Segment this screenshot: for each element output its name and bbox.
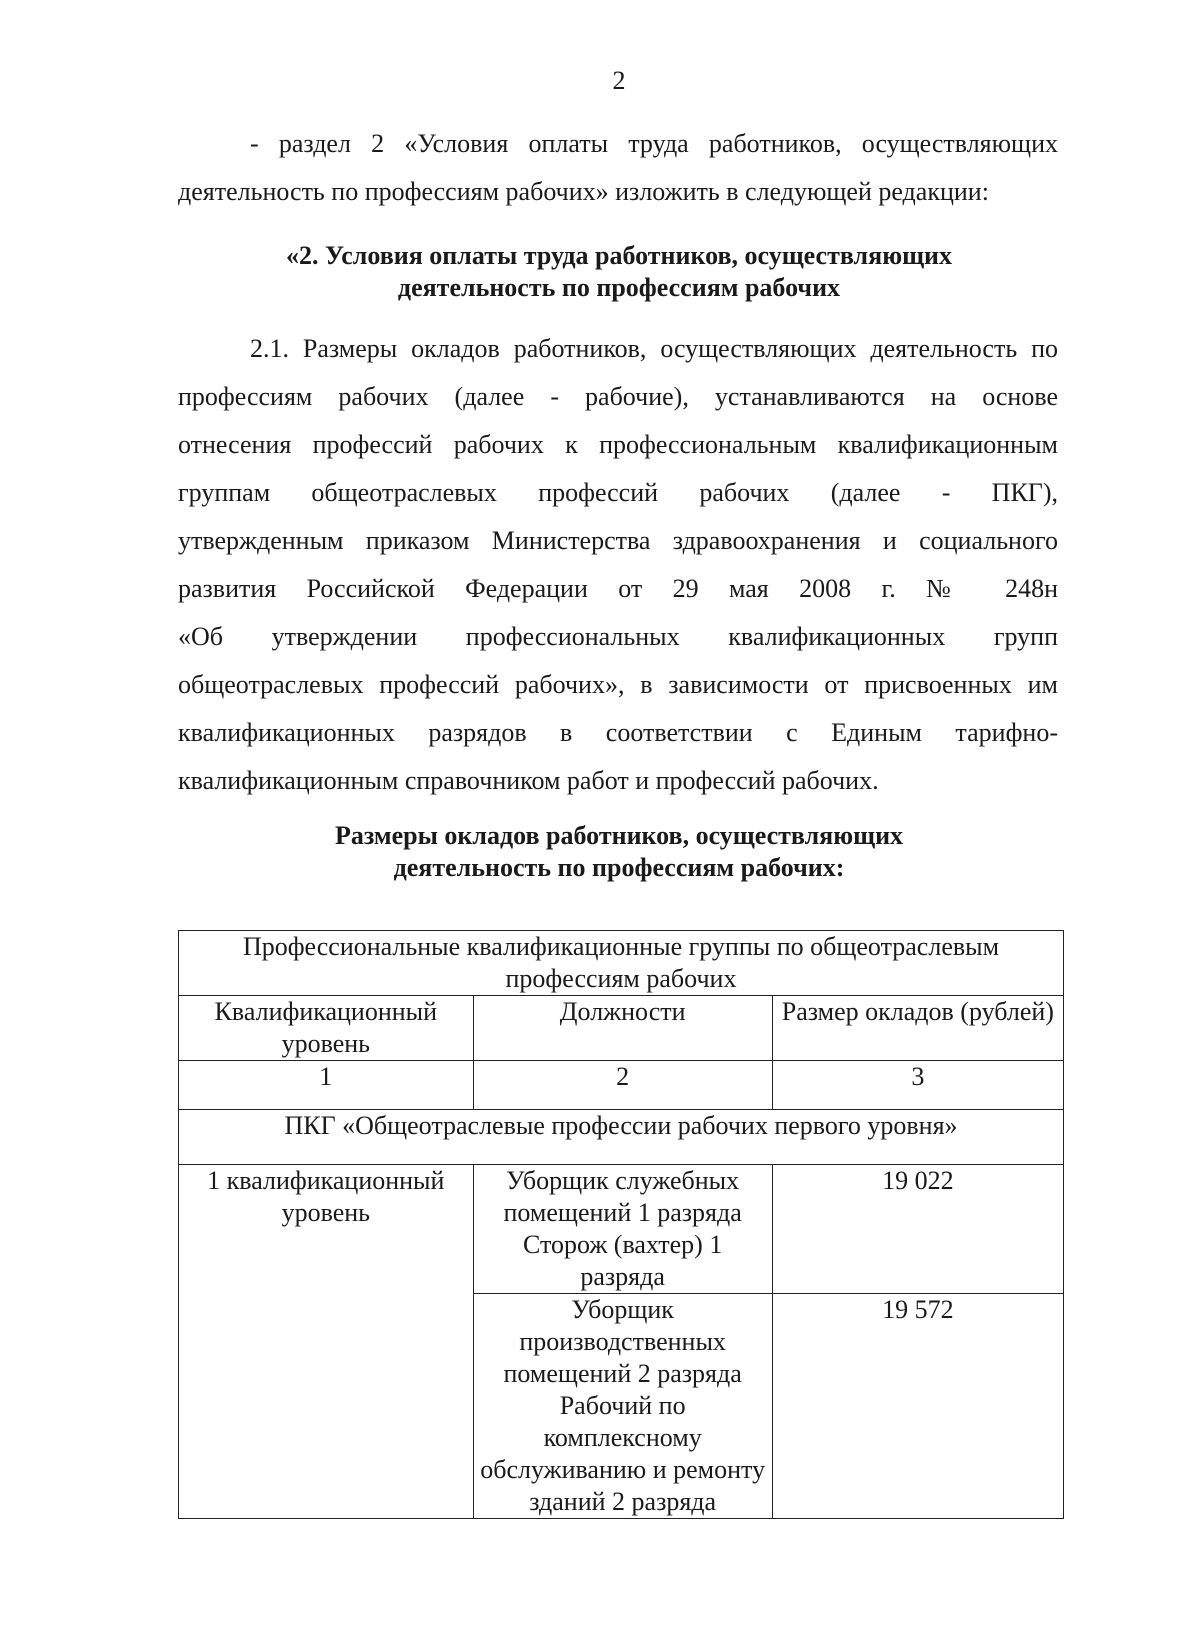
column-header-level: Квалификационный уровень — [179, 996, 474, 1061]
column-number: 1 — [179, 1061, 474, 1110]
column-number: 2 — [473, 1061, 772, 1110]
qualification-level: 1 квалификационный уровень — [179, 1165, 474, 1519]
table-title — [0, 820, 1200, 884]
table-row — [179, 1165, 1064, 1294]
section-title — [0, 240, 1200, 304]
clause-line: квалификационным справочником работ и профессий рабочих. — [178, 766, 879, 795]
clause-paragraph — [178, 325, 1058, 805]
table-column-header-row — [179, 996, 1064, 1061]
column-number: 3 — [772, 1061, 1063, 1110]
column-header-positions: Должности — [473, 996, 772, 1061]
salary-table — [178, 930, 1064, 1519]
clause-line: отнесения профессий рабочих к профессиональным квалификационным — [178, 430, 1058, 459]
intro-line: - раздел 2 «Условия оплаты труда работников, осуществляющих — [250, 129, 1058, 158]
table-group-header-row — [179, 931, 1064, 996]
clause-line: «Об утверждении профессиональных квалификационных групп — [178, 622, 1058, 651]
table-column-number-row — [179, 1061, 1064, 1110]
pkg-title: ПКГ «Общеотраслевые профессии рабочих первого уровня» — [179, 1110, 1064, 1165]
intro-line: деятельность по профессиям рабочих» изложить в следующей редакции: — [178, 177, 989, 206]
salary-cell: 19 572 — [772, 1294, 1063, 1519]
positions-cell: Уборщик служебных помещений 1 разряда Сторож (вахтер) 1 разряда — [473, 1165, 772, 1294]
intro-paragraph — [178, 120, 1058, 216]
table-group-header: Профессиональные квалификационные группы по общеотраслевым профессиям рабочих — [179, 931, 1064, 996]
table-title-line: Размеры окладов работников, осуществляющих — [334, 821, 904, 850]
clause-line: профессиям рабочих (далее - рабочие), устанавливаются на основе — [178, 382, 1058, 411]
clause-line: развития Российской Федерации от 29 мая 2008 г. № 248н — [178, 574, 1058, 603]
clause-line: 2.1. Размеры окладов работников, осуществляющих деятельность по — [250, 334, 1058, 363]
positions-cell: Уборщик производственных помещений 2 разряда Рабочий по комплексному обслуживанию и ремонту зданий 2 разряда — [473, 1294, 772, 1519]
clause-line: утвержденным приказом Министерства здравоохранения и социального — [178, 526, 1058, 555]
page-number: 2 — [612, 66, 626, 95]
salary-cell: 19 022 — [772, 1165, 1063, 1294]
section-title-line: деятельность по профессиям рабочих — [397, 273, 841, 302]
table-pkg-row — [179, 1110, 1064, 1165]
table-title-line: деятельность по профессиям рабочих: — [393, 853, 845, 882]
clause-line: общеотраслевых профессий рабочих», в зависимости от присвоенных им — [178, 670, 1058, 699]
column-header-salary: Размер окладов (рублей) — [772, 996, 1063, 1061]
clause-line: группам общеотраслевых профессий рабочих (далее - ПКГ), — [178, 478, 1058, 507]
clause-line: квалификационных разрядов в соответствии с Единым тарифно- — [178, 718, 1058, 747]
section-title-line: «2. Условия оплаты труда работников, осуществляющих — [285, 241, 953, 270]
